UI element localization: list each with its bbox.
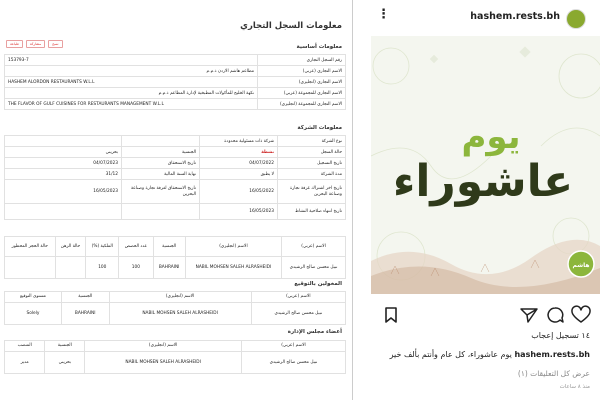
field-label: الاسم التجاري (عربي) [258,66,346,77]
artwork-word-main: عاشوراء [392,156,574,207]
post-timestamp: منذ ٨ ساعات [559,384,590,390]
period-value: لا يطبق [200,169,278,180]
post-header [353,0,600,36]
field-value: THE FLAVOR OF GULF CUISINES FOR RESTAURANTS MANAGEMENT W.L.L [5,99,258,110]
field-label: رقم السجل التجاري [258,55,346,66]
print-button[interactable]: طباعة [6,40,23,48]
table-cell: نبيل محسن صالح الرشيدي [242,352,346,374]
column-header: الاسم (انجليزي) [85,341,242,352]
table-cell: نبيل محسن صالح الرشيدي [282,257,346,279]
field-label: الاسم التجاري للمجموعة (عربي) [258,88,346,99]
chamber-due-label: تاريخ الاستحقاق لغرفة تجارة وصناعة البحرين [122,180,200,204]
company-info-table [4,135,346,220]
bookmark-icon[interactable] [381,305,401,325]
table-cell: 100 [119,257,153,279]
table-cell: BAHRAINI [153,257,185,279]
column-header: حالة الحجز المحظور [5,237,56,257]
field-label: الاسم التجاري (انجليزي) [258,77,346,88]
table-cell: BAHRAINI [61,303,109,325]
table-cell: نبيل محسن صالح الرشيدي [251,303,345,325]
document-actions [6,40,63,48]
like-heart-icon[interactable] [571,305,591,325]
table-cell: NABIL MOHSEN SALEH ALRASHEIDI [185,257,281,279]
column-header: الاسم (عربي) [282,237,346,257]
table-cell: 100 [86,257,119,279]
section-company-info: معلومات الشركة [297,125,342,131]
column-header: الجنسية [61,292,109,303]
fin-year-label: نهاية السنة المالية [122,169,200,180]
table-cell [5,257,56,279]
field-value: 153793-7 [5,55,258,66]
post-image[interactable] [371,36,600,294]
column-header: عدد الحصص [119,237,153,257]
signatories-table [4,291,346,325]
partners-table [4,236,346,279]
company-type-label: نوع الشركة [278,136,346,147]
share-button[interactable]: مشاركة [26,40,45,48]
activity-end-label: تاريخ انتهاء صلاحية النشاط [278,204,346,220]
board-table [4,340,346,374]
basic-info-row [5,99,346,110]
basic-info-row [5,77,346,88]
column-header: الملكية (%) [86,237,119,257]
reg-date-value: 04/07/2022 [200,158,278,169]
avatar[interactable] [566,9,586,29]
document-title: معلومات السجل التجاري [240,21,342,31]
post-username[interactable]: hashem.rests.bh [470,11,560,22]
field-label: الاسم التجاري للمجموعة (انجليزي) [258,99,346,110]
column-header: المنصب [5,341,45,352]
nationality-label: الجنسية [122,147,200,158]
section-board: أعضاء مجلس الإدارة [287,329,342,335]
due-date-label: تاريخ الاستحقاق [122,158,200,169]
column-header: مستوى التوقيع [5,292,62,303]
ashura-artwork [371,36,600,294]
field-value: مطاعم هاشم الاردن ذ.م.م [5,66,258,77]
view-comments-link[interactable]: عرض كل التعليقات (١) [517,369,590,378]
column-header: الاسم (انجليزي) [185,237,281,257]
table-row [5,352,346,374]
likes-count[interactable]: ١٤ تسجيل إعجاب [531,331,590,340]
section-signatories: المخولين بالتوقيع [294,281,342,287]
table-cell: بحريني [45,352,85,374]
table-cell [55,257,86,279]
more-options-icon[interactable]: ⋮ [377,7,391,22]
basic-info-row [5,55,346,66]
column-header: الاسم (عربي) [242,341,346,352]
brand-name: هاشم [572,262,590,269]
fin-year-value: 31/12 [5,169,122,180]
instagram-post [353,0,600,400]
caption-username[interactable]: hashem.rests.bh [514,350,590,359]
chamber-last-label: تاريخ اخر اشتراك غرفة تجارة وصناعة البحرين [278,180,346,204]
table-cell: Solely [5,303,62,325]
copy-button[interactable]: نسخ [48,40,62,48]
table-cell: مدير [5,352,45,374]
period-label: مدة الشركة [278,169,346,180]
chamber-due-value: 16/05/2023 [5,180,122,204]
comment-icon[interactable] [545,305,565,325]
column-header: الاسم (عربي) [251,292,345,303]
artwork-word-top: يوم [461,117,521,157]
nationality-value: بحريني [5,147,122,158]
caption-text: يوم عاشوراء، كل عام وأنتم بألف خير [389,350,512,359]
company-type-value: شركة ذات مسئولية محدودة [200,136,278,147]
reg-date-label: تاريخ التسجيل [278,158,346,169]
activity-end-value: 16/05/2023 [200,204,278,220]
column-header: حالة الرهن [55,237,86,257]
column-header: الجنسية [153,237,185,257]
section-basic-info: معلومات أساسية [296,44,342,50]
table-row [5,257,346,279]
post-actions [353,305,600,329]
column-header: الاسم (انجليزي) [109,292,251,303]
field-value: HASHEM ALORDON RESTAURANTS W.L.L [5,77,258,88]
due-date-value: 04/07/2023 [5,158,122,169]
basic-info-row [5,88,346,99]
status-label: حالة السجل [278,147,346,158]
basic-info-row [5,66,346,77]
table-row [5,303,346,325]
post-caption [390,350,590,359]
basic-info-table [4,54,346,110]
table-cell: NABIL MOHSEN SALEH ALRASHEIDI [85,352,242,374]
chamber-last-value: 16/05/2022 [200,180,278,204]
field-value: نكهة الخليج للمأكولات المطبخية لإدارة المطاعم ذ.م.م [5,88,258,99]
table-cell: NABIL MOHSEN SALEH ALRASHEIDI [109,303,251,325]
share-icon[interactable] [519,305,539,325]
status-value: نشطة [200,147,278,158]
column-header: الجنسية [45,341,85,352]
